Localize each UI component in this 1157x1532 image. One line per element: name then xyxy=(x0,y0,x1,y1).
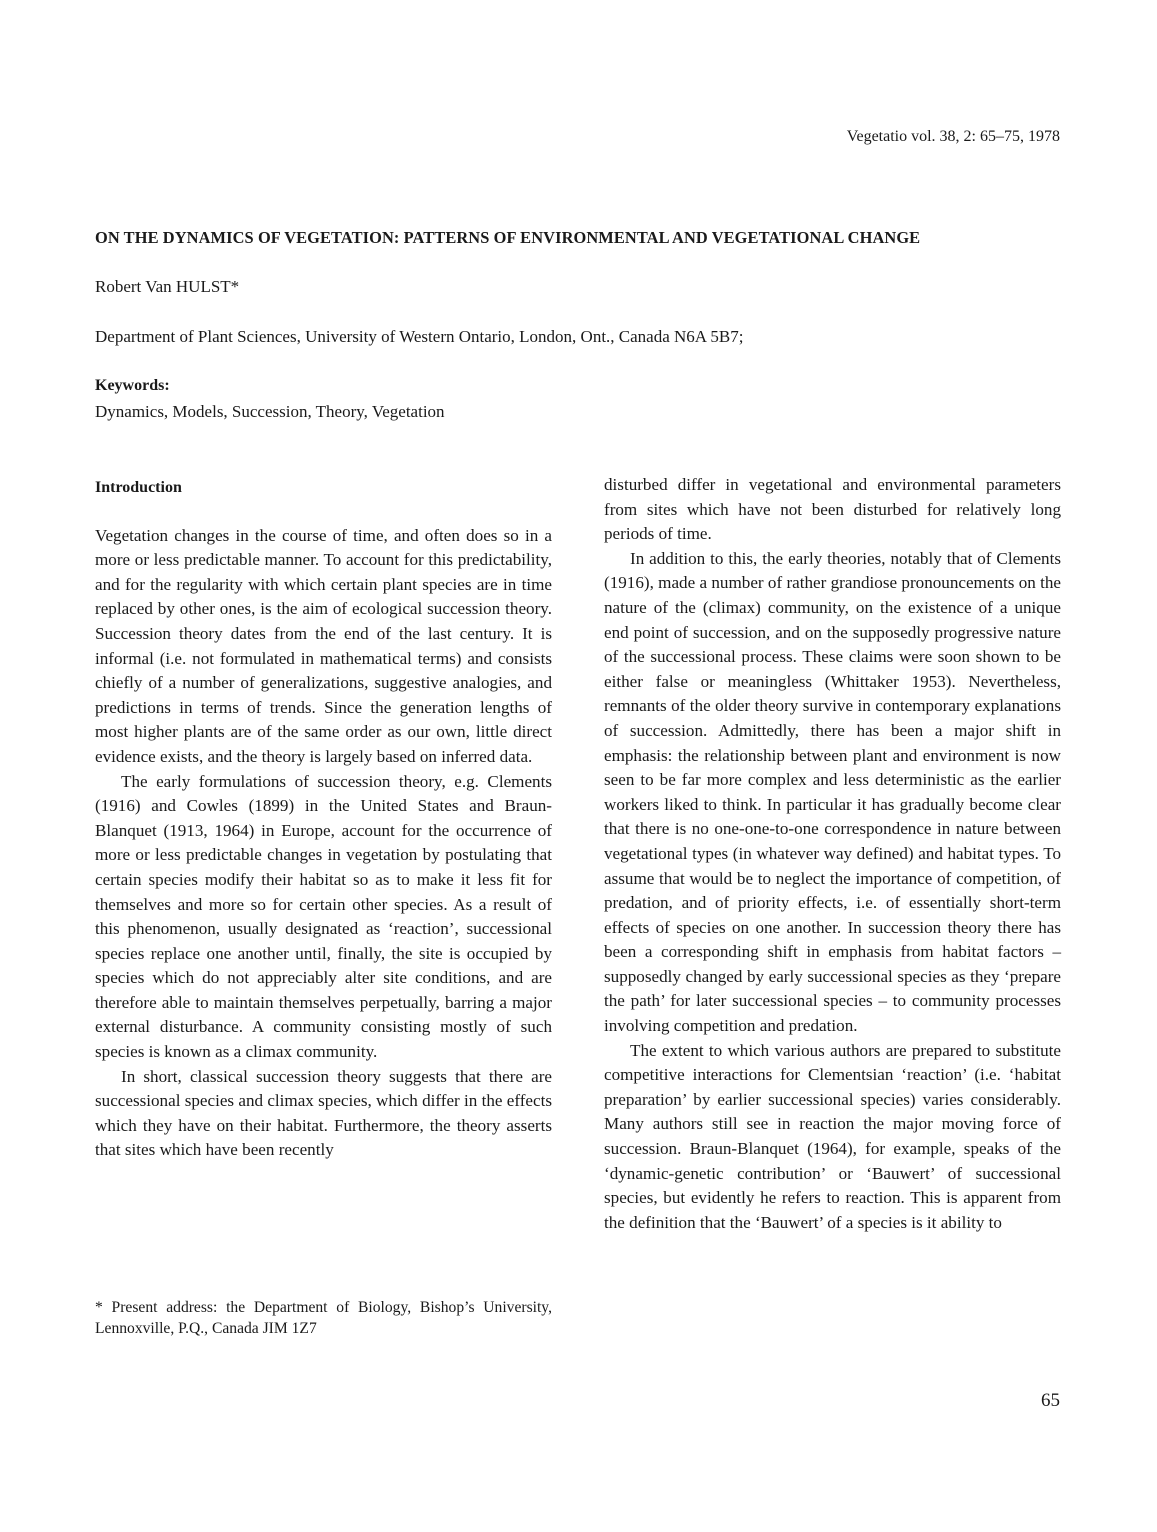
page-number: 65 xyxy=(1041,1390,1060,1411)
keywords-label: Keywords: xyxy=(95,377,170,394)
paragraph: In short, classical succession theory suggests that there are successional species and climax species, which differ in the effects which they have on their habitat. Furthermore, the theory asserts that sites which have been recently xyxy=(95,1066,552,1160)
right-column xyxy=(604,473,1061,1235)
paragraph: The early formulations of succession theory, e.g. Clements (1916) and Cowles (1899) in the United States and Braun-Blanquet (1913, 1964) in Europe, account for the occurrence of more or less predictable changes in vegetation by postulating that certain species modify their habitat so as to make it less fit for themselves and more so for certain other species. As a result of this phenomenon, usually designated as ‘reaction’, successional species replace one another until, finally, the site is occupied by species which do not appreciably alter site conditions, and are therefore able to maintain themselves perpetually, barring a major external disturbance. A community consisting mostly of such species is known as a climax community. xyxy=(95,771,552,1062)
article-title: ON THE DYNAMICS OF VEGETATION: PATTERNS OF ENVIRONMENTAL AND VEGETATIONAL CHANGE xyxy=(95,228,921,247)
left-column xyxy=(95,476,552,1163)
author-name: Robert Van HULST* xyxy=(95,277,240,296)
paragraph: Vegetation changes in the course of time, and often does so in a more or less predictable manner. To account for this predictability, and for the regularity with which certain plant species are in time replaced by other ones, is the aim of ecological succession theory. Succession theory dates from the end of the last century. It is informal (i.e. not formulated in mathematical terms) and consists chiefly of a number of generalizations, suggestive analogies, and predictions in terms of trends. Since the generation lengths of most higher plants are of the same order as our own, little direct evidence exists, and the theory is largely based on inferred data. xyxy=(95,525,552,766)
journal-citation: Vegetatio vol. 38, 2: 65–75, 1978 xyxy=(846,128,1060,145)
paragraph: In addition to this, the early theories, notably that of Clements (1916), made a number of rather grandiose pronouncements on the nature of the (climax) community, on the existence of a unique end point of succession, and on the supposedly progressive nature of the successional process. These claims were soon shown to be either false or meaningless (Whittaker 1953). Nevertheless, remnants of the older theory survive in contemporary explanations of succession. Admittedly, there has been a major shift in emphasis: the relationship between plant and environment is now seen to be far more complex and less deterministic as the earlier workers liked to think. In particular it has gradually become clear that there is no one-one-to-one correspondence in nature between vegetational types (in whatever way defined) and habitat types. To assume that would be to neglect the importance of competition, of predation, and of priority effects, i.e. of essentially short-term effects of species on one another. In succession theory there has been a corresponding shift in emphasis from habitat factors – supposedly changed by early successional species as they ‘prepare the path’ for later successional species – to community processes involving competition and predation. xyxy=(604,548,1061,1036)
keywords-list: Dynamics, Models, Succession, Theory, Vegetation xyxy=(95,402,445,421)
footnote: * Present address: the Department of Biology, Bishop’s University, Lennoxville, P.Q., Canada JIM 1Z7 xyxy=(95,1299,552,1337)
paragraph: disturbed differ in vegetational and environmental parameters from sites which have not been disturbed for relatively long periods of time. xyxy=(604,475,1061,544)
paragraph: The extent to which various authors are prepared to substitute competitive interactions for Clementsian ‘reaction’ (i.e. ‘habitat preparation’ by earlier successional species) varies considerably. Many authors still see in reaction the major moving force of succession. Braun-Blanquet (1964), for example, speaks of the ‘dynamic-genetic contribution’ or ‘Bauwert’ of successional species, but evidently he refers to reaction. This is apparent from the definition that the ‘Bauwert’ of a species is it ability to xyxy=(604,1040,1061,1232)
author-affiliation: Department of Plant Sciences, University of Western Ontario, London, Ont., Canada N6A 5B7; xyxy=(95,327,744,346)
section-heading-introduction: Introduction xyxy=(95,479,182,496)
